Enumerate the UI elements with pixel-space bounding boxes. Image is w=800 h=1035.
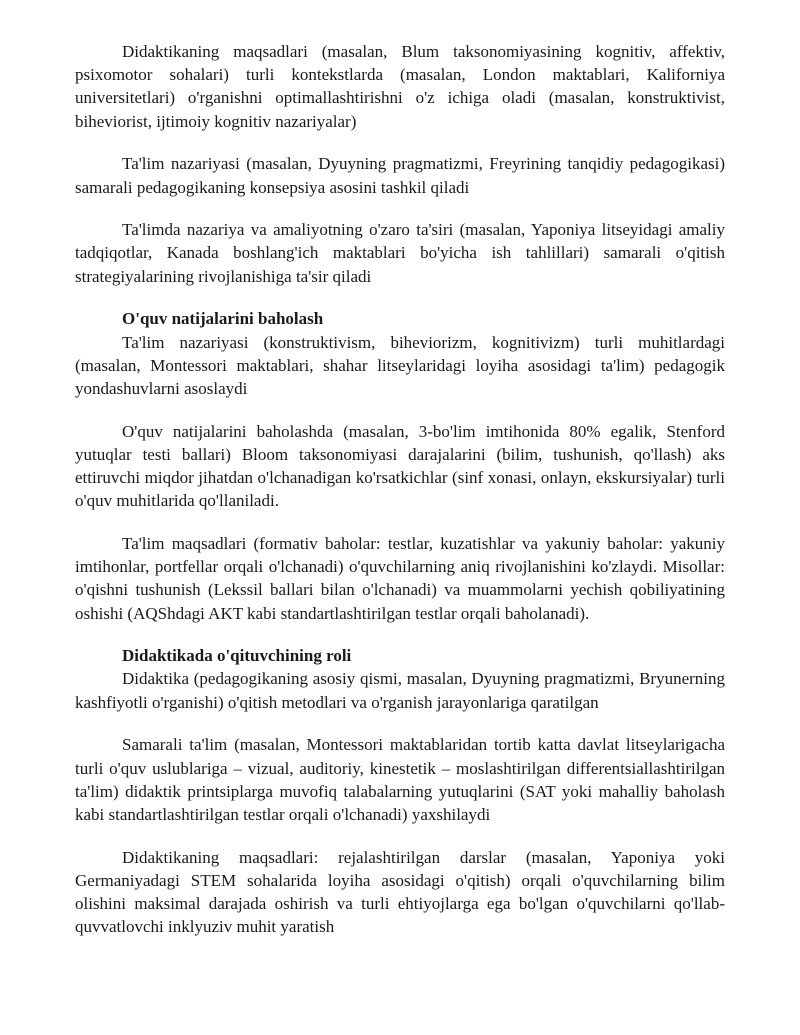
section-heading-teacher-role: Didaktikada o'qituvchining roli — [122, 646, 352, 666]
section1-paragraph-1: Ta'lim nazariyasi (konstruktivism, biheviorizm, kognitivizm) turli muhitlardagi (masalan, Montessori maktablari, shahar litseylaridagi loyiha asosidagi ta'lim) pedagogik yondashuvlarni asoslaydi — [75, 332, 725, 398]
section-heading-assessment: O'quv natijalarini baholash — [122, 309, 324, 329]
intro-paragraph-1: Didaktikaning maqsadlari (masalan, Blum taksonomiyasining kognitiv, affektiv, psixomotor sohalari) turli kontekstlarda (masalan, London maktablari, Kaliforniya universitetlari) o'rganishni optimallashtirishni o'z ichiga oladi (masalan, konstruktivist, biheviorist, ijtimoiy kognitiv nazariyalar) — [75, 42, 725, 131]
section-assessment — [75, 307, 725, 624]
section-teacher-role — [75, 644, 725, 938]
intro-paragraph-3: Ta'limda nazariya va amaliyotning o'zaro ta'siri (masalan, Yaponiya litseyidagi amaliy tadqiqotlar, Kanada boshlang'ich maktablari bo'yicha ish tahlillari) samarali o'qitish strategiyalarining rivojlanishiga ta'sir qiladi — [75, 220, 725, 286]
section2-paragraph-3: Didaktikaning maqsadlari: rejalashtirilgan darslar (masalan, Yaponiya yoki Germaniyadagi STEM sohalarida loyiha asosidagi o'qitish) orqali o'quvchilarning bilim olishini maksimal darajada oshirish va turli ehtiyojlarga ega bo'lgan o'quvchilarni qo'llab-quvvatlovchi inklyuziv muhit yaratish — [75, 847, 725, 937]
document-page — [75, 40, 725, 958]
intro-paragraph-2: Ta'lim nazariyasi (masalan, Dyuyning pragmatizmi, Freyrining tanqidiy pedagogikasi) samarali pedagogikaning konsepsiya asosini tashkil qiladi — [75, 154, 725, 197]
section1-paragraph-2: O'quv natijalarini baholashda (masalan, 3-bo'lim imtihonida 80% egalik, Stenford yutuqlar testi ballari) Bloom taksonomiyasi darajalarini (bilim, tushunish, qo'llash) aks ettiruvchi miqdor jihatdan o'lchanadigan ko'rsatkichlar (sinf xonasi, onlayn, ekskursiyalar) turli o'quv muhitlarida qo'llaniladi. — [75, 421, 725, 511]
section1-paragraph-3: Ta'lim maqsadlari (formativ baholar: testlar, kuzatishlar va yakuniy baholar: yakuniy imtihonlar, portfellar orqali o'lchanadi) o'quvchilarning aniq rivojlanishini ko'zlaydi. Misollar: o'qishni tushunish (Lekssil ballari bilan o'lchanadi) va muammolarni yechish qobiliyatining oshishi (AQShdagi AKT kabi standartlashtirilgan testlar orqali baholanadi). — [75, 533, 725, 623]
section2-paragraph-2: Samarali ta'lim (masalan, Montessori maktablaridan tortib katta davlat litseylarigacha turli o'quv uslublariga – vizual, auditoriy, kinestetik – moslashtirilgan differentsiallashtirilgan ta'lim) didaktik printsiplarga muvofiq talabalarning yutuqlarini (SAT yoki mahalliy baholash kabi standartlashtirilgan testlar orqali o'lchanadi) yaxshilaydi — [75, 735, 725, 824]
section2-paragraph-1: Didaktika (pedagogikaning asosiy qismi, masalan, Dyuyning pragmatizmi, Bryunerning kashfiyotli o'rganishi) o'qitish metodlari va o'rganish jarayonlariga qaratilgan — [75, 669, 725, 712]
